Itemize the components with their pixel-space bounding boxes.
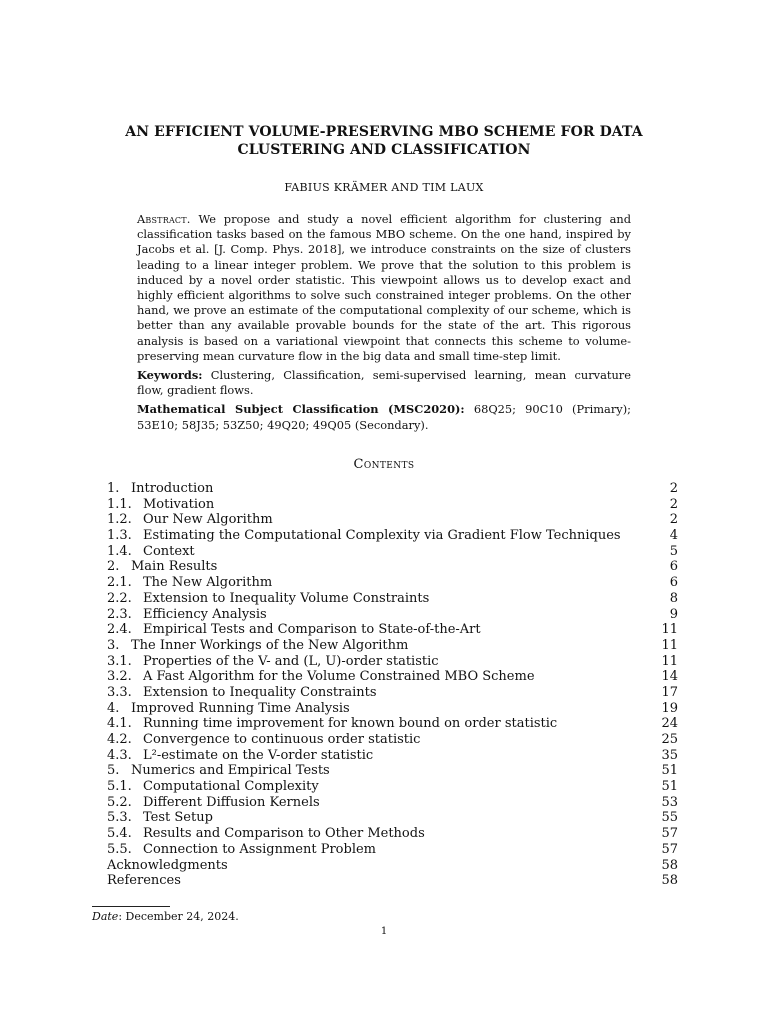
keywords-label: Keywords: [137,368,203,383]
toc-entry-number: 2.4. [107,622,132,638]
toc-entry-page: 35 [661,747,678,763]
toc-entry-page: 51 [661,763,678,779]
toc-entry-number: 3. [107,637,120,653]
toc-entry[interactable] [107,528,678,544]
toc-entry[interactable] [107,873,678,889]
toc-entry[interactable] [107,481,678,497]
toc-entry-page: 25 [661,732,678,747]
toc-entry[interactable] [107,544,678,560]
toc-entry-title: Motivation [143,496,215,512]
toc-entry[interactable] [107,748,678,764]
toc-entry-page: 9 [669,606,678,622]
toc-entry-number: 5.5. [107,841,132,857]
toc-entry-page: 2 [669,496,678,512]
toc-entry-page: 6 [669,575,678,591]
toc-entry[interactable] [107,497,678,513]
toc-entry-title: The Inner Workings of the New Algorithm [131,637,409,653]
toc-entry-number: 5.1. [107,779,132,795]
toc-entry-title: A Fast Algorithm for the Volume Constrained MBO Scheme [143,669,535,685]
abstract-block [137,212,631,437]
toc-entry-number: 3.3. [107,684,132,700]
toc-entry-title: Running time improvement for known bound on order statistic [143,716,558,732]
toc-entry[interactable] [107,732,678,748]
toc-entry-number: 3.1. [107,653,132,669]
toc-entry-page: 2 [669,512,678,528]
toc-entry-title: Our New Algorithm [143,512,273,528]
toc-entry[interactable] [107,763,678,779]
toc-entry[interactable] [107,810,678,826]
toc-entry-title: The New Algorithm [143,575,273,591]
toc-entry-number: 5.3. [107,810,132,826]
paper-title [90,123,678,159]
toc-entry-page: 5 [669,543,678,559]
toc-entry-number: 4.3. [107,747,132,763]
toc-entry-title: Convergence to continuous order statistic [143,732,421,747]
toc-entry-number: 1.3. [107,528,132,544]
toc-entry-page: 14 [661,669,678,685]
toc-entry[interactable] [107,575,678,591]
toc-entry-title: Introduction [131,481,214,496]
toc-entry-page: 24 [661,716,678,732]
toc-entry-page: 8 [669,590,678,606]
toc-entry-page: 58 [661,873,678,889]
toc-entry[interactable] [107,826,678,842]
toc-entry-page: 11 [661,622,678,638]
toc-entry-number: 3.2. [107,669,132,685]
toc-entry[interactable] [107,779,678,795]
title-line-2: CLUSTERING AND CLASSIFICATION [237,142,531,158]
toc-entry[interactable] [107,654,678,670]
toc-entry[interactable] [107,638,678,654]
toc-entry[interactable] [107,685,678,701]
authors: FABIUS KRÄMER AND TIM LAUX [284,181,484,194]
msc-paragraph [137,402,631,432]
toc-entry-page: 4 [669,528,678,544]
toc-entry-number: 4. [107,700,120,716]
footnote-text: : December 24, 2024. [118,910,239,923]
toc-entry-title: Empirical Tests and Comparison to State-of-the-Art [143,622,481,638]
toc-entry-number: 1.4. [107,543,132,559]
toc-entry-page: 19 [661,700,678,716]
toc-entry-title: Efficiency Analysis [143,606,267,622]
toc-entry-number: 2. [107,559,120,575]
page-number: 1 [380,926,388,937]
toc-entry[interactable] [107,591,678,607]
toc-entry-number: 1.2. [107,512,132,528]
toc-entry[interactable] [107,512,678,528]
toc-entry-title: References [107,873,181,889]
toc-entry-title: Different Diffusion Kernels [143,794,320,810]
abstract-label: Abstract. [137,212,191,226]
toc-entry-number: 1. [107,481,120,496]
toc-entry-page: 57 [661,826,678,842]
abstract-text: We propose and study a novel efficient algorithm for clustering and classification tasks based on the famous MBO scheme. On the one hand, inspired by Jacobs et al. [J. Comp. Phys. 2018], we introduce constraints on the size of clusters leading to a linear integer problem. We prove that the solution to this problem is induced by a novel order statistic. This viewpoint allows us to develop exact and highly efficient algorithms to solve such constrained integer problems. On the other hand, we prove an estimate of the computational complexity of our scheme, which is better than any available provable bounds for the state of the art. This rigorous analysis is based on a variational viewpoint that connects this scheme to volume-preserving mean curvature flow in the big data and small time-step limit. [137,212,632,363]
toc-entry-title: Numerics and Empirical Tests [131,763,330,779]
toc-entry-page: 58 [661,857,678,873]
toc-entry-number: 5.4. [107,826,132,842]
toc-entry-title: Connection to Assignment Problem [143,841,377,857]
footnote-label: Date [92,910,119,923]
toc-entry-number: 2.3. [107,606,132,622]
toc-entry[interactable] [107,669,678,685]
toc-entry-page: 53 [661,794,678,810]
toc-entry-page: 57 [661,841,678,857]
toc-entry-title: Estimating the Computational Complexity via Gradient Flow Techniques [143,528,621,544]
toc-entry-title: L²-estimate on the V-order statistic [143,747,374,763]
msc-text: 68Q25; 90C10 (Primary); 53E10; 58J35; 53Z50; 49Q20; 49Q05 (Secondary). [137,402,632,432]
toc-entry[interactable] [107,607,678,623]
toc-entry[interactable] [107,716,678,732]
keywords-paragraph [137,368,631,398]
toc-entry[interactable] [107,795,678,811]
toc-entry-title: Improved Running Time Analysis [131,700,350,716]
toc-entry[interactable] [107,842,678,858]
toc-entry-title: Acknowledgments [107,857,228,873]
toc-entry-page: 11 [661,653,678,669]
footnote-rule [92,906,170,907]
toc-entry-number: 2.1. [107,575,132,591]
table-of-contents [107,481,678,889]
date-footnote [92,910,239,923]
toc-entry-title: Properties of the V- and (L, U)-order statistic [143,653,439,669]
toc-entry-title: Test Setup [143,810,213,826]
toc-entry-title: Main Results [131,559,218,575]
toc-entry[interactable] [107,622,678,638]
toc-entry[interactable] [107,559,678,575]
toc-entry[interactable] [107,701,678,717]
title-line-1: AN EFFICIENT VOLUME-PRESERVING MBO SCHEME FOR DATA [125,124,643,140]
msc-label: Mathematical Subject Classification (MSC2020): [137,402,465,417]
toc-entry-number: 4.1. [107,716,132,732]
toc-entry-page: 17 [661,684,678,700]
toc-entry-page: 2 [669,481,678,496]
toc-entry-title: Results and Comparison to Other Methods [143,826,425,842]
contents-heading: Contents [353,457,415,472]
toc-entry-number: 5.2. [107,794,132,810]
keywords-text: Clustering, Classification, semi-supervised learning, mean curvature flow, gradient flows. [137,368,631,398]
toc-entry-page: 6 [669,559,678,575]
toc-entry-number: 2.2. [107,590,132,606]
toc-entry-title: Computational Complexity [143,779,319,795]
toc-entry-title: Extension to Inequality Volume Constraints [143,590,430,606]
toc-entry[interactable] [107,858,678,874]
toc-entry-page: 55 [661,810,678,826]
toc-entry-number: 5. [107,763,120,779]
toc-entry-number: 1.1. [107,496,132,512]
abstract-paragraph [137,212,631,364]
toc-entry-title: Context [143,543,195,559]
toc-entry-title: Extension to Inequality Constraints [143,684,377,700]
toc-entry-page: 51 [661,779,678,795]
toc-entry-number: 4.2. [107,732,132,747]
toc-entry-page: 11 [661,637,678,653]
